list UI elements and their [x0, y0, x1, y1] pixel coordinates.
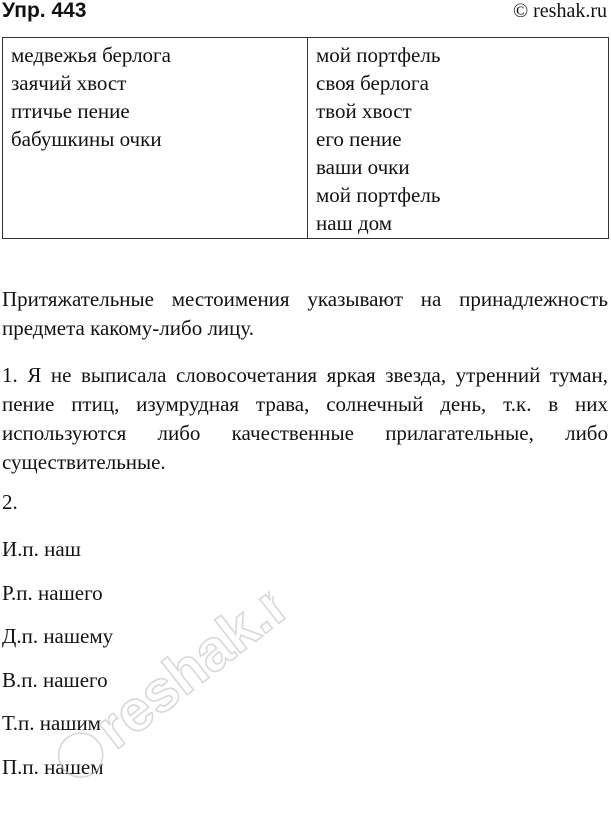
right-phrase-3: твой хвост [316, 99, 412, 123]
case-line-accusative: В.п. нашего [2, 668, 108, 692]
right-phrase-6: мой портфель [316, 183, 441, 207]
right-phrase-7: наш дом [316, 211, 393, 235]
table-row [3, 38, 609, 239]
right-phrase-5: ваши очки [316, 155, 410, 179]
watermark-text: reshak.ru [83, 549, 320, 762]
right-phrase-4: его пение [316, 127, 402, 151]
left-phrase-3: птичье пение [11, 99, 130, 123]
case-line-instrumental: Т.п. нашим [2, 711, 101, 735]
case-line-prepositional: П.п. нашем [2, 755, 104, 779]
phrases-table [2, 37, 609, 239]
right-phrase-2: своя берлога [316, 71, 429, 95]
page-header [0, 0, 611, 28]
table-cell-left [3, 38, 308, 239]
case-line-nominative: И.п. наш [2, 537, 81, 561]
exercise-title: Упр. 443 [2, 0, 87, 22]
case-line-dative: Д.п. нашему [2, 624, 114, 648]
left-phrase-1: медвежья берлога [11, 43, 171, 67]
table-cell-right [308, 38, 609, 239]
left-phrase-2: заячий хвост [11, 71, 127, 95]
left-phrase-4: бабушкины очки [11, 127, 162, 151]
case-line-genitive: Р.п. нашего [2, 581, 103, 605]
section-number: 2. [2, 490, 18, 514]
explanation-paragraph: 1. Я не выписала словосочетания яркая звезда, утренний туман, пение птиц, изумрудная трава, солнечный день, т.к. в них используются либо качественные прилагательные, либо существительные. [2, 363, 608, 474]
site-credit: © reshak.ru [512, 0, 607, 22]
right-phrase-1: мой портфель [316, 43, 441, 67]
definition-paragraph: Притяжательные местоимения указывают на принадлежность предмета какому-либо лицу. [2, 287, 608, 340]
